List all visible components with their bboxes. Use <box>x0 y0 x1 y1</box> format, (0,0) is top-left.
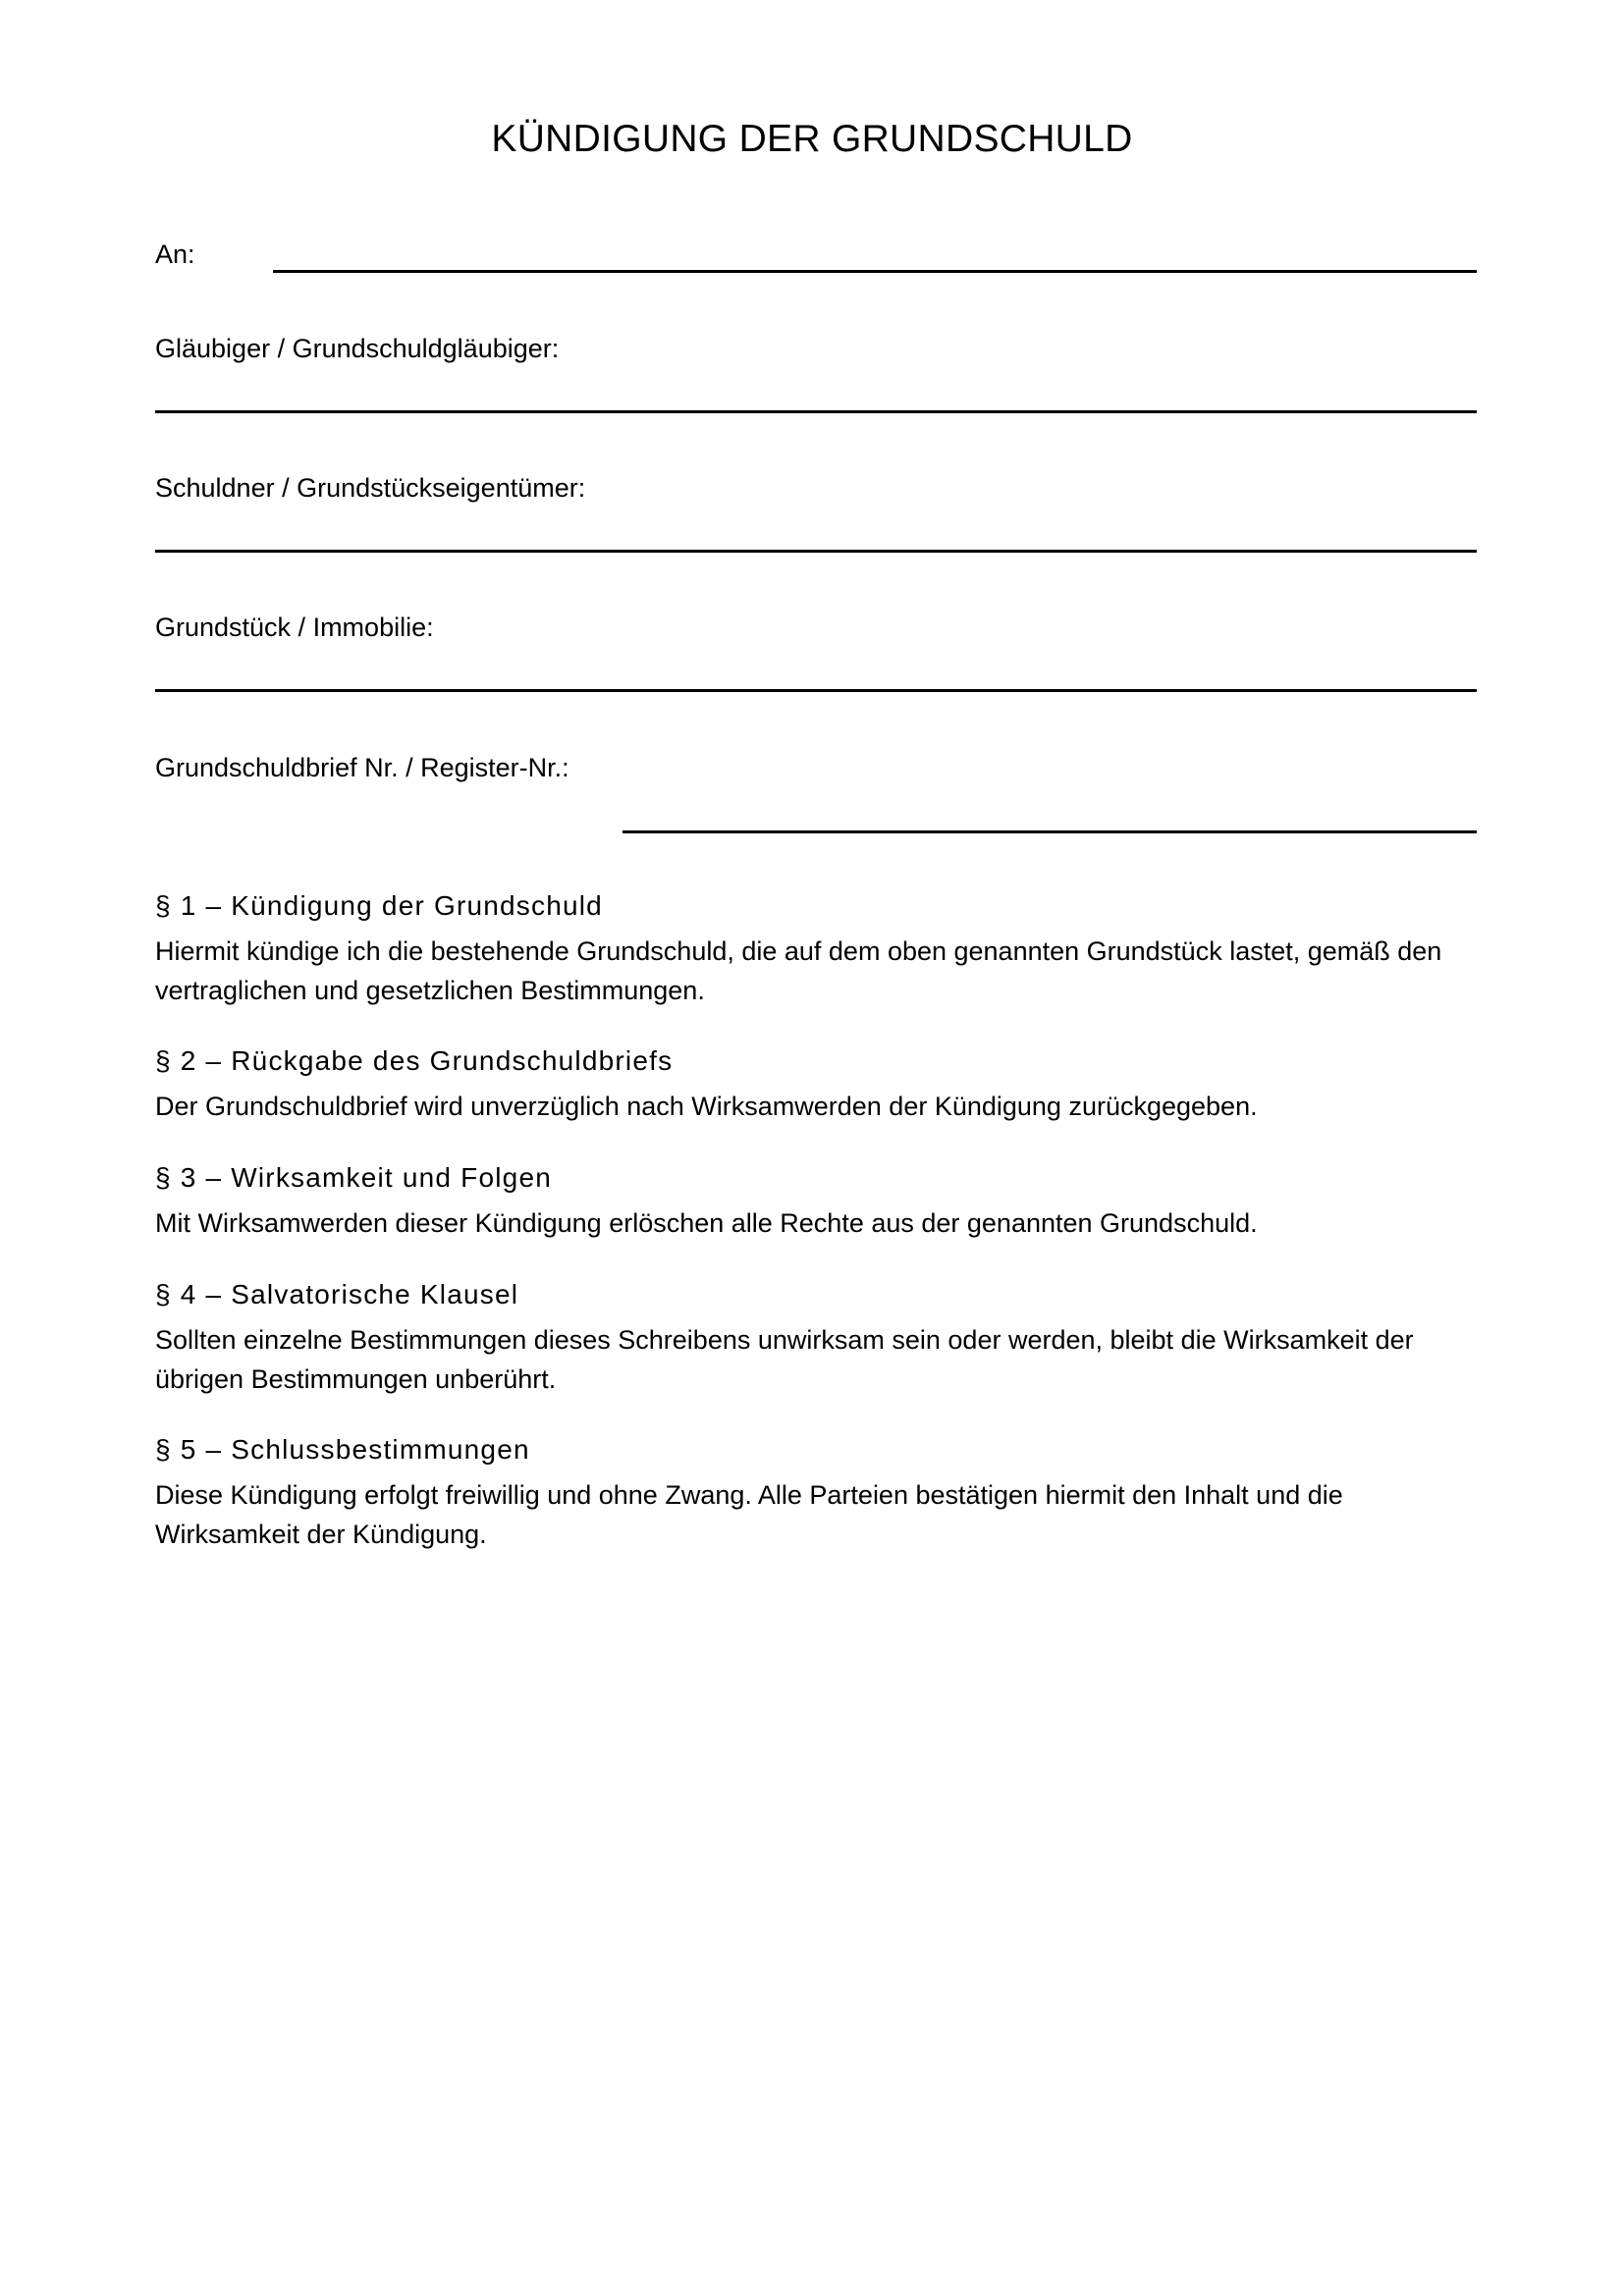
section-4 <box>155 1277 1476 1399</box>
field-label-glaeubiger: Gläubiger / Grundschuldgläubiger: <box>155 334 560 363</box>
section-text: Diese Kündigung erfolgt freiwillig und ohne Zwang. Alle Parteien bestätigen hiermit den Inhalt und die Wirksamkeit der Kündigung. <box>155 1480 1343 1549</box>
page-title: KÜNDIGUNG DER GRUNDSCHULD <box>491 118 1133 160</box>
field-label-grundstueck: Grundstück / Immobilie: <box>155 613 434 642</box>
section-heading: § 5 – Schlussbestimmungen <box>155 1434 530 1465</box>
grundstueck-input-line[interactable] <box>155 689 1477 692</box>
section-1 <box>155 888 1476 1010</box>
an-input-line[interactable] <box>273 270 1477 273</box>
section-3 <box>155 1160 1476 1243</box>
field-label-grundschuldbrief: Grundschuldbrief Nr. / Register-Nr.: <box>155 753 569 782</box>
section-heading: § 3 – Wirksamkeit und Folgen <box>155 1162 552 1193</box>
grundschuldbrief-input-line[interactable] <box>623 830 1477 833</box>
section-5 <box>155 1432 1476 1554</box>
glaeubiger-input-line[interactable] <box>155 410 1477 413</box>
schuldner-input-line[interactable] <box>155 550 1477 553</box>
field-label-schuldner: Schuldner / Grundstückseigentümer: <box>155 473 586 503</box>
section-2 <box>155 1043 1476 1126</box>
section-heading: § 2 – Rückgabe des Grundschuldbriefs <box>155 1045 674 1076</box>
section-heading: § 1 – Kündigung der Grundschuld <box>155 890 603 921</box>
section-heading: § 4 – Salvatorische Klausel <box>155 1279 519 1309</box>
section-text: Der Grundschuldbrief wird unverzüglich nach Wirksamwerden der Kündigung zurückgegeben. <box>155 1092 1258 1121</box>
field-label-an: An: <box>155 240 195 269</box>
section-text: Mit Wirksamwerden dieser Kündigung erlöschen alle Rechte aus der genannten Grundschuld. <box>155 1208 1258 1238</box>
section-text: Sollten einzelne Bestimmungen dieses Schreibens unwirksam sein oder werden, bleibt die Wirksamkeit der übrigen Bestimmungen unberührt. <box>155 1325 1414 1394</box>
section-text: Hiermit kündige ich die bestehende Grundschuld, die auf dem oben genannten Grundstück lastet, gemäß den vertraglichen und gesetzlichen Bestimmungen. <box>155 936 1442 1005</box>
